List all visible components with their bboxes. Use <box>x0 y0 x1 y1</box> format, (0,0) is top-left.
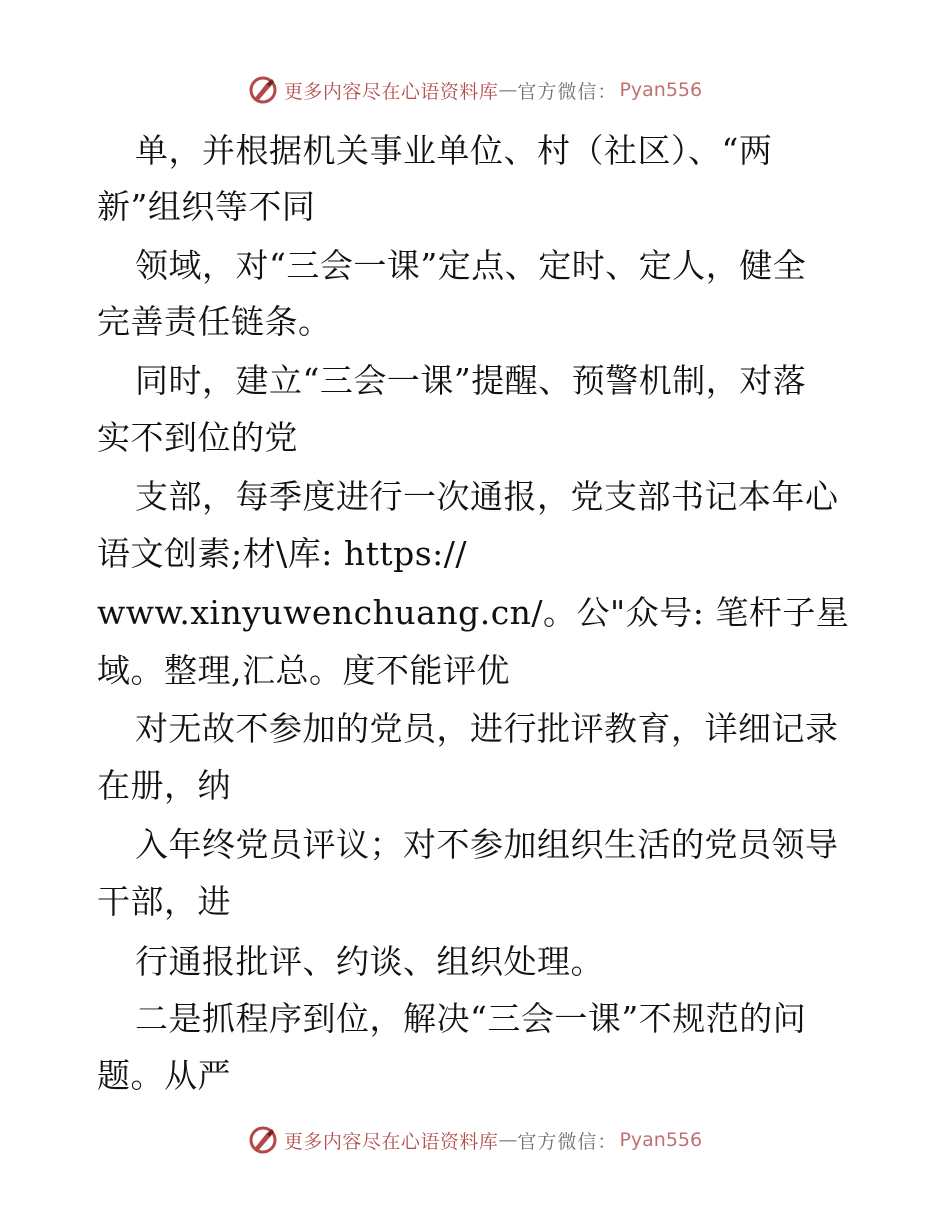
text-line: 域。整理,汇总。度不能评优 <box>97 651 510 690</box>
text-line: 二是抓程序到位，解决“三会一课”不规范的问 <box>135 999 807 1038</box>
text-line: 在册，纳 <box>97 766 231 805</box>
banner-dash: — <box>498 79 518 101</box>
banner-wechat-label: 官方微信： <box>517 80 618 103</box>
banner-wechat-id: Pyan556 <box>619 79 703 101</box>
text-line: 入年终党员评议；对不参加组织生活的党员领导 <box>135 825 839 864</box>
text-line: 对无故不参加的党员，进行批评教育，详细记录 <box>135 709 839 748</box>
text-line: 支部，每季度进行一次通报，党支部书记本年心 <box>135 477 839 516</box>
footer-banner <box>0 1120 950 1160</box>
text-line: 新”组织等不同 <box>97 187 316 226</box>
banner-wechat-id: Pyan556 <box>619 1129 703 1151</box>
banner-title: 更多内容尽在心语资料库 <box>283 1130 499 1153</box>
text-line: 领域，对“三会一课”定点、定时、定人，健全 <box>135 246 807 285</box>
text-line: 单，并根据机关事业单位、村（社区）、“两 <box>135 131 773 170</box>
text-line: www.xinyuwenchuang.cn/。公"众号: 笔杆子星 <box>97 593 850 632</box>
text-line: 干部，进 <box>97 882 231 921</box>
text-line: 实不到位的党 <box>97 418 298 457</box>
banner-title: 更多内容尽在心语资料库 <box>283 80 499 103</box>
text-line: 行通报批评、约谈、组织处理。 <box>135 942 604 981</box>
text-line: 同时，建立“三会一课”提醒、预警机制，对落 <box>135 361 807 400</box>
pen-logo-icon <box>248 75 278 105</box>
text-line: 题。从严 <box>97 1056 231 1095</box>
text-line: 语文创素;材\库: https:// <box>97 534 468 573</box>
banner-wechat-label: 官方微信： <box>517 1130 618 1153</box>
header-banner <box>0 70 950 110</box>
banner-dash: — <box>498 1129 518 1151</box>
text-line: 完善责任链条。 <box>97 302 332 341</box>
pen-logo-icon <box>248 1125 278 1155</box>
